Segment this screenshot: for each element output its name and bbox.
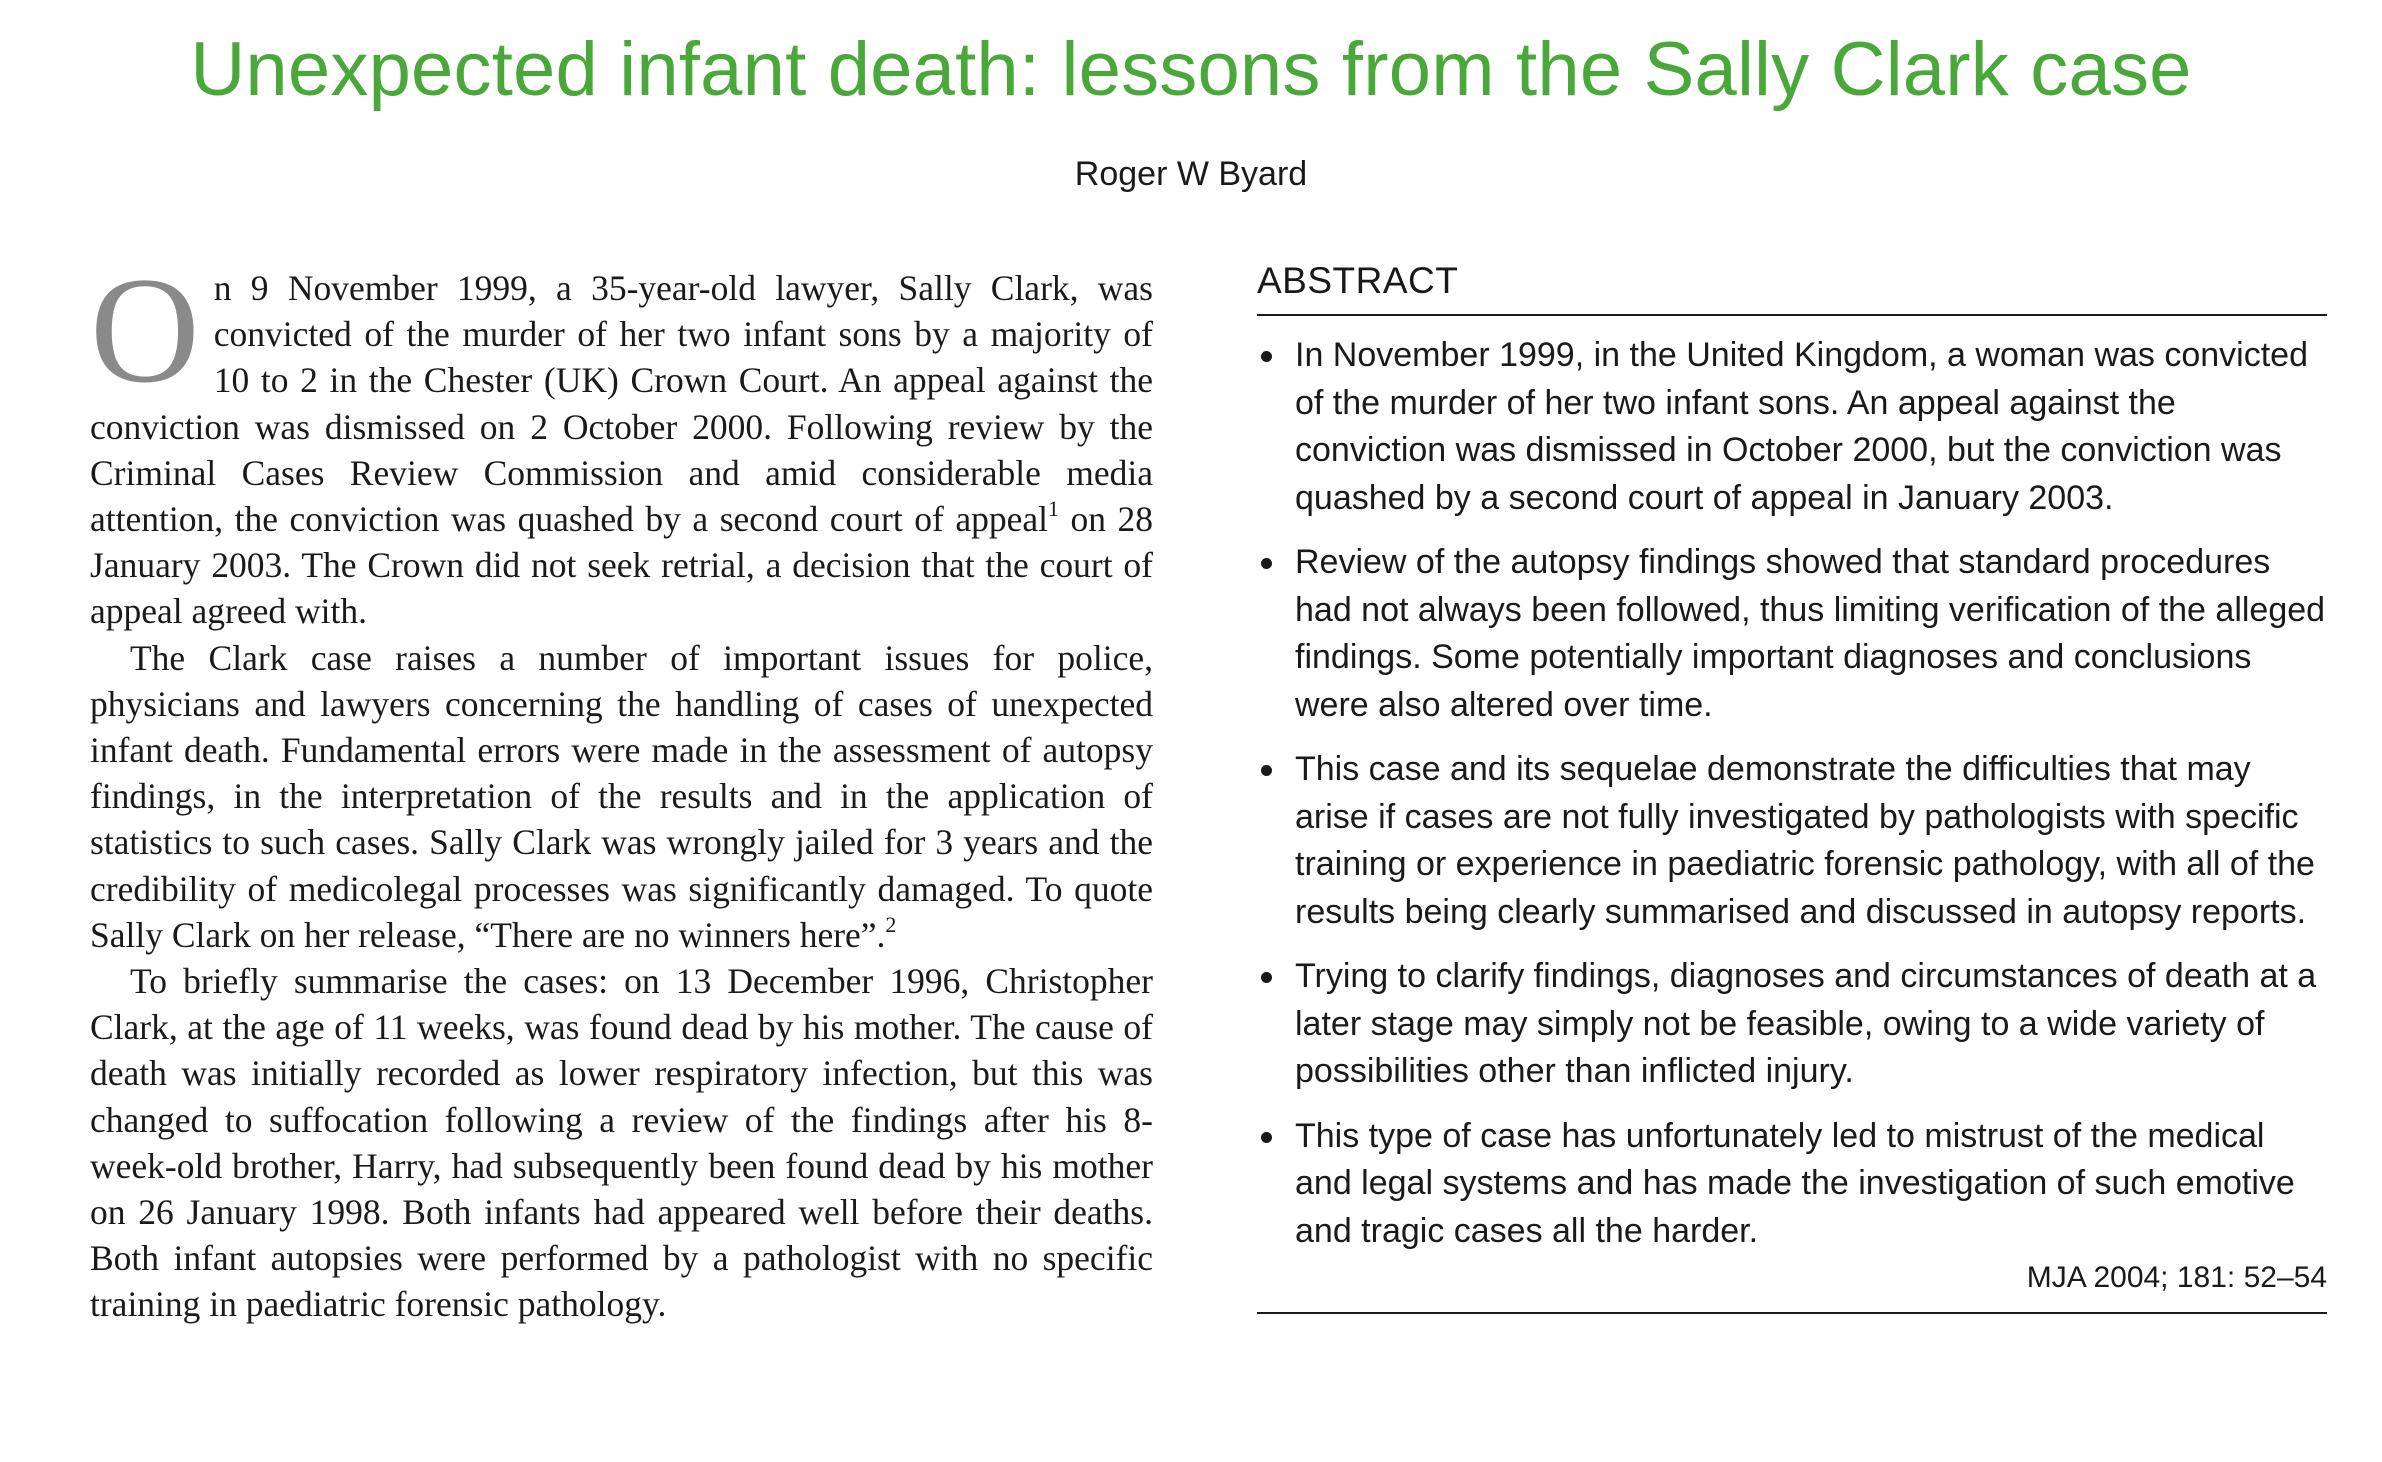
abstract-bullet-text: This type of case has unfortunately led to mistrust of the medical and legal systems and has made the investigation of such emotive and tragic cases all the harder.	[1295, 1116, 2295, 1250]
bullet-icon	[1261, 765, 1272, 776]
reference-1: 1	[1047, 496, 1059, 522]
abstract-bullet-item	[1257, 1113, 2327, 1256]
abstract-box	[1257, 258, 2327, 1314]
body-paragraph-3-text: To briefly summarise the cases: on 13 December 1996, Christopher Clark, at the age of 11 weeks, was found dead by his mother. The cause of death was initially recorded as lower respiratory infection, but this was changed to suffocation following a review of the findings after his 8-week-old brother, Harry, had subsequently been found dead by his mother on 26 January 1998. Both infants had appeared well before their deaths. Both infant autopsies were performed by a pathologist with no specific training in paediatric forensic pathology.	[90, 961, 1153, 1325]
abstract-bullet-text: Trying to clarify findings, diagnoses and circumstances of death at a later stage may simply not be feasible, owing to a wide variety of possibilities other than inflicted injury.	[1295, 957, 2317, 1090]
abstract-bullet-item	[1257, 539, 2327, 729]
body-paragraph-1-text: n 9 November 1999, a 35-year-old lawyer, Sally Clark, was convicted of the murder of her two infant sons by a majority of 10 to 2 in the Chester (UK) Crown Court. An appeal against the conviction was dismissed on 2 October 2000. Following review by the Criminal Cases Review Commission and amid considerable media attention, the conviction was quashed by a second court of appeal	[90, 268, 1153, 540]
bullet-icon	[1261, 558, 1272, 569]
abstract-list	[1257, 332, 2327, 1255]
body-paragraph-1-rest: on 28 January 2003. The Crown did not seek retrial, a decision that the court of appeal agreed with.	[90, 499, 1153, 632]
abstract-heading: ABSTRACT	[1257, 258, 2327, 316]
body-paragraph-3	[90, 958, 1153, 1328]
body-paragraph-2	[90, 635, 1153, 958]
reference-2: 2	[885, 912, 897, 938]
abstract-bullet-text: This case and its sequelae demonstrate the difficulties that may arise if cases are not fully investigated by pathologists with specific training or experience in paediatric forensic pathology, with all of the results being clearly summarised and discussed in autopsy reports.	[1295, 750, 2315, 931]
abstract-bullet-item	[1257, 953, 2327, 1096]
body-paragraph-2-text: The Clark case raises a number of important issues for police, physicians and lawyers concerning the handling of cases of unexpected infant death. Fundamental errors were made in the assessment of autopsy findings, in the interpretation of the results and in the application of statistics to such cases. Sally Clark was wrongly jailed for 3 years and the credibility of medicolegal processes was significantly damaged. To quote Sally Clark on her release, “There are no winners here”.	[90, 637, 1153, 955]
bullet-icon	[1261, 351, 1272, 362]
journal-citation: MJA 2004; 181: 52–54	[1257, 1258, 2327, 1314]
abstract-bullet-item	[1257, 746, 2327, 936]
bullet-icon	[1261, 972, 1272, 983]
drop-cap: O	[90, 246, 200, 414]
abstract-bullet-item	[1257, 332, 2327, 522]
article-author: Roger W Byard	[1074, 155, 1308, 193]
bullet-icon	[1261, 1132, 1272, 1143]
body-column	[90, 246, 1153, 1328]
abstract-bullet-text: In November 1999, in the United Kingdom, a woman was convicted of the murder of her two infant sons. An appeal against the conviction was dismissed in October 2000, but the conviction was quashed by a second court of appeal in January 2003.	[1295, 336, 2308, 517]
abstract-bullet-text: Review of the autopsy findings showed that standard procedures had not always been followed, thus limiting verification of the alleged findings. Some potentially important diagnoses and conclusions were also altered over time.	[1295, 543, 2326, 724]
body-paragraph-1	[90, 246, 1153, 635]
article-title: Unexpected infant death: lessons from the Sally Clark case	[190, 27, 2192, 112]
